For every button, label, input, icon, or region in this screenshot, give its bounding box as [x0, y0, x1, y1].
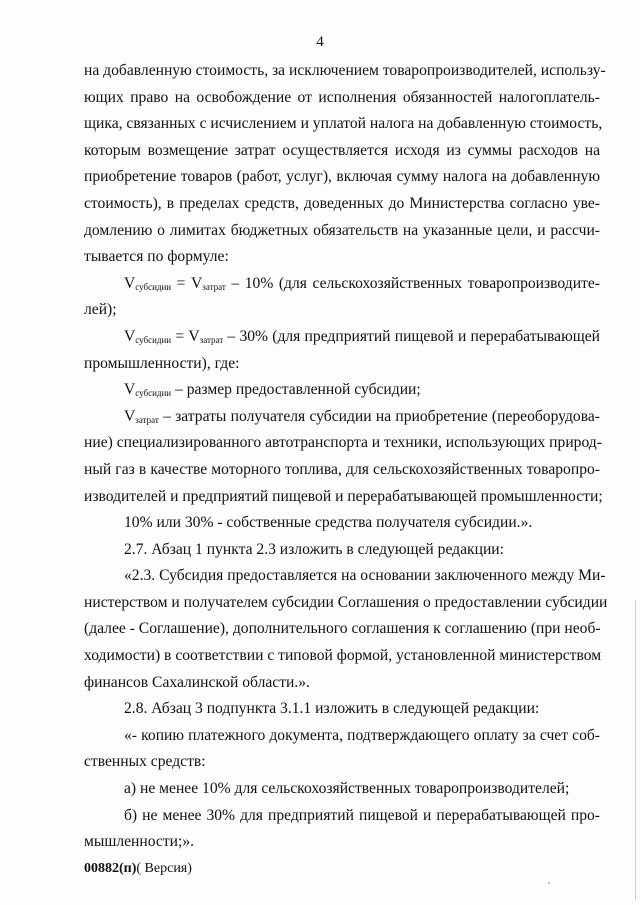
text-line: ющих право на освобождение от исполнения обязанностей налогоплатель- — [84, 88, 600, 106]
item-a: а) не менее 10% для сельскохозяйственных товаропроизводителей; — [124, 780, 570, 798]
page-number: 4 — [316, 34, 324, 50]
document-footer — [84, 861, 192, 877]
clause-2-3-line: нистерством и получателем субсидии Соглашения о предоставлении субсидии — [84, 593, 608, 611]
formula-2-continuation: промышленности), где: — [84, 354, 240, 372]
text-line: домлению о лимитах бюджетных обязательств на указанные цели, и рассчи- — [84, 221, 600, 239]
text-line: которым возмещение затрат осуществляется исходя из суммы расходов на — [84, 141, 600, 159]
own-funds-paragraph: 10% или 30% - собственные средства получателя субсидии.». — [124, 514, 533, 532]
text-line: ние) специализированного автотранспорта и техники, использующих природ- — [84, 434, 602, 452]
scan-edge-line — [635, 600, 636, 900]
text-line: стоимость), в пределах средств, доведенных до Министерства согласно уве- — [84, 194, 600, 212]
text-line: приобретение товаров (работ, услуг), включая сумму налога на добавленную — [84, 168, 600, 186]
clause-2-3-line: (далее - Соглашение), дополнительного соглашения к соглашению (при необ- — [84, 620, 601, 638]
document-body — [84, 58, 608, 856]
definition-subsidy: $V_{субсидии}$ – размер предоставленной субсидии; — [124, 381, 421, 399]
text-line: на добавленную стоимость, за исключением товаропроизводителей, использу- — [84, 62, 606, 79]
clause-2-7: 2.7. Абзац 1 пункта 2.3 изложить в следующей редакции: — [124, 540, 504, 558]
text-line: щика, связанных с исчислением и уплатой налога на добавленную стоимость, — [84, 115, 603, 133]
scan-speck — [548, 882, 550, 884]
document-version: ( Версия) — [136, 861, 192, 876]
item-b-line: б) не менее 30% для предприятий пищевой и перерабатывающей про- — [124, 806, 600, 824]
text-line: тывается по формуле: — [84, 248, 229, 266]
payment-copy-line: ственных средств: — [84, 753, 206, 771]
formula-1-continuation: лей); — [84, 301, 117, 319]
formula-2: $V_{субсидии} = V_{затрат} - 30\%$ (для предприятий пищевой и перерабатывающей — [124, 327, 600, 345]
document-code: 00882(п) — [84, 861, 137, 876]
text-line: ный газ в качестве моторного топлива, для сельскохозяйственных товаропро- — [84, 460, 600, 478]
definition-costs: $V_{затрат}$ – затраты получателя субсидии на приобретение (переоборудова- — [124, 407, 600, 425]
payment-copy-line: «- копию платежного документа, подтверждающего оплату за счет соб- — [124, 726, 600, 744]
item-b-line: мышленности;». — [84, 833, 195, 851]
clause-2-8: 2.8. Абзац 3 подпункта 3.1.1 изложить в следующей редакции: — [124, 700, 540, 718]
clause-2-3-line: ходимости) в соответствии с типовой формой, установленной министерством — [84, 647, 602, 665]
formula-1: $V_{субсидии} = V_{затрат} - 10\%$ (для сельскохозяйственных товаропроизводите- — [124, 274, 600, 292]
clause-2-3-line: «2.3. Субсидия предоставляется на основании заключенного между Ми- — [124, 567, 606, 585]
clause-2-3-line: финансов Сахалинской области.». — [84, 673, 310, 691]
text-line: изводителей и предприятий пищевой и перерабатывающей промышленности; — [84, 487, 603, 505]
